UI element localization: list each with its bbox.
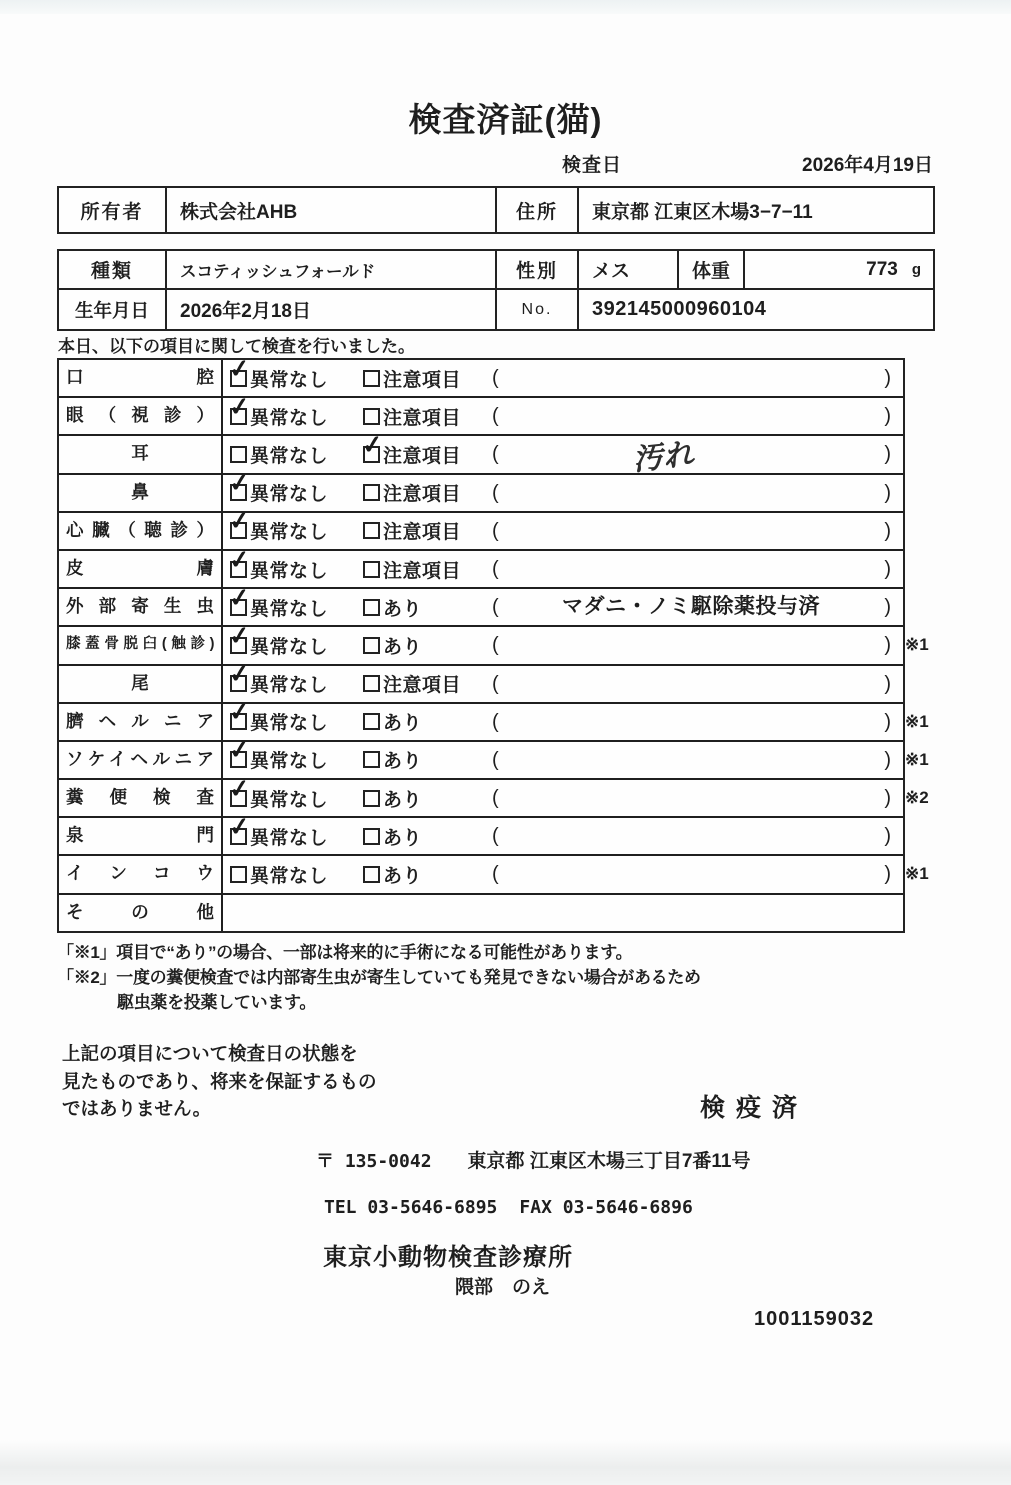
checklist-item-label: 口 腔	[59, 360, 223, 396]
checkbox-label: 異常なし	[250, 751, 329, 773]
clinic-tel-line	[324, 1197, 693, 1218]
checkbox-label: 異常なし	[250, 866, 329, 888]
sex-value: メス	[577, 251, 677, 288]
disclaimer-line3: ではありません。	[62, 1098, 212, 1119]
checkbox-label: 異常なし	[250, 636, 329, 658]
checkbox-icon	[227, 811, 252, 845]
checkbox-label: 異常なし	[250, 713, 329, 735]
checkbox-icon	[230, 866, 247, 883]
checkbox-option-caution	[363, 475, 461, 511]
no-label: No.	[495, 290, 577, 329]
checkbox-option-caution	[360, 429, 462, 472]
checklist-item-label: 泉 門	[59, 818, 223, 854]
checkbox-label: あり	[383, 827, 423, 849]
footnote-1: 「※1」項目で“あり”の場合、一部は将来的に手術になる可能性があります。	[57, 943, 633, 962]
paren-open: (	[492, 367, 499, 389]
footnote-2-line2: 駆虫薬を投薬しています。	[117, 993, 317, 1012]
checkbox-icon	[363, 484, 380, 501]
checkbox-label: 注意項目	[383, 369, 462, 391]
checklist-row-fecal-exam	[59, 773, 929, 818]
checkmark-icon: ✓	[227, 811, 252, 842]
checklist-row-external-parasites	[59, 582, 903, 627]
owner-table	[57, 186, 935, 234]
checkmark-icon: ✓	[227, 506, 252, 537]
disclaimer-line2: 見たものであり、将来を保証するもの	[62, 1070, 377, 1092]
checkbox-label: 注意項目	[383, 560, 462, 582]
checklist-row-options	[223, 811, 903, 854]
checkbox-icon	[227, 582, 252, 616]
paren-close: )	[884, 634, 891, 657]
footnote-mark: ※1	[905, 864, 929, 884]
clinic-address: 東京都 江東区木場三丁目7番11号	[467, 1151, 751, 1172]
checklist-item-label: 皮 膚	[59, 551, 223, 587]
checkbox-option-present	[363, 856, 422, 892]
paren-close: )	[884, 787, 891, 810]
scan-artifact-bottom	[0, 1440, 1011, 1485]
inspection-date-row	[57, 150, 935, 176]
checkbox-option-present	[363, 627, 422, 663]
paren-open: (	[492, 596, 499, 619]
paren-close: )	[884, 367, 891, 389]
checkbox-icon	[363, 408, 380, 425]
checkbox-icon	[363, 713, 380, 730]
checkbox-label: あり	[383, 713, 423, 735]
checklist-row-nose	[59, 468, 903, 513]
paren-open: (	[492, 787, 499, 810]
checkmark-icon: ✓	[227, 620, 252, 651]
checkbox-option-normal	[230, 856, 328, 892]
checklist-row-skin	[59, 544, 903, 589]
handwritten-note: 汚れ	[631, 438, 696, 478]
checklist-item-label: 膝蓋骨脱臼(触診)	[59, 627, 223, 663]
footnote-mark: ※2	[905, 788, 929, 808]
checkbox-option-present	[363, 780, 422, 816]
paren-close: )	[884, 519, 891, 542]
checkmark-icon: ✓	[227, 353, 252, 384]
checklist-row-options	[223, 353, 903, 396]
checkbox-icon	[363, 751, 380, 768]
sex-label: 性別	[495, 251, 577, 288]
checkbox-label: 注意項目	[383, 522, 462, 544]
footnote-2-line1: 「※2」一度の糞便検査では内部寄生虫が寄生していても発見できない場合があるため	[57, 968, 701, 987]
checkbox-icon	[230, 446, 247, 463]
checklist-intro-text: 本日、以下の項目に関して検査を行いました。	[58, 337, 415, 356]
checkbox-label: 注意項目	[383, 675, 462, 697]
paren-close: )	[884, 672, 891, 695]
checklist-row-inguinal-hernia	[59, 735, 929, 780]
checklist-row-inkou	[59, 856, 929, 894]
paren-open: (	[492, 443, 499, 466]
checkbox-option-normal	[227, 353, 329, 396]
paren-close: )	[884, 557, 891, 580]
checklist-row-options	[223, 773, 903, 816]
checklist-row-patella	[59, 620, 929, 665]
dob-value: 2026年2月18日	[165, 290, 495, 329]
weight-label: 体重	[677, 251, 743, 288]
checkbox-label: あり	[383, 598, 423, 620]
checklist-item-label: 鼻	[59, 475, 223, 511]
checkbox-option-normal	[230, 436, 328, 472]
checklist-row-tail	[59, 659, 903, 704]
checklist-item-label: そ の 他	[59, 895, 223, 931]
fax-number: FAX 03-5646-6896	[519, 1197, 693, 1218]
quarantine-stamp: 検疫済	[700, 1094, 809, 1122]
checklist-row-options	[223, 856, 903, 892]
checkbox-icon	[227, 697, 252, 730]
checkbox-option-present	[363, 704, 422, 740]
checklist-row-options	[223, 735, 903, 778]
checkbox-icon	[227, 735, 252, 768]
tel-number: TEL 03-5646-6895	[324, 1197, 498, 1218]
checkbox-label: 異常なし	[250, 598, 329, 620]
checkbox-option-normal	[227, 811, 329, 854]
checklist-item-label: 外 部 寄 生 虫	[59, 589, 223, 625]
checkbox-icon	[360, 429, 385, 463]
checklist-item-label: 耳	[59, 436, 223, 472]
footnote-2	[57, 965, 701, 1015]
scan-artifact-top	[0, 0, 1011, 14]
animal-info-table	[57, 249, 935, 331]
checkbox-label: あり	[383, 789, 423, 811]
paren-close: )	[884, 825, 891, 848]
checkbox-option-present	[363, 818, 422, 854]
disclaimer-text	[62, 1040, 377, 1123]
footnote-mark: ※1	[905, 749, 929, 769]
postal-code: 〒 135-0042	[316, 1151, 432, 1172]
checkbox-option-caution	[363, 666, 461, 702]
checkbox-label: 異常なし	[250, 789, 329, 811]
checkbox-label: 注意項目	[383, 407, 462, 429]
checkbox-option-present	[363, 742, 422, 778]
clinic-postal-line	[316, 1146, 750, 1173]
breed-value: スコティッシュフォールド	[165, 251, 495, 288]
checkbox-option-caution	[363, 513, 461, 549]
owner-label: 所有者	[80, 201, 144, 223]
checkbox-option-normal	[227, 659, 329, 702]
checklist-row-heart	[59, 506, 903, 551]
checklist-row-fontanelle	[59, 811, 903, 856]
paren-close: )	[884, 405, 891, 428]
weight-unit: g	[911, 261, 921, 278]
checkmark-icon: ✓	[227, 773, 252, 804]
checklist-row-options	[223, 429, 903, 478]
note-text: マダニ・ノミ駆除薬投与済	[562, 595, 820, 619]
checkmark-icon: ✓	[227, 468, 252, 499]
paren-close: )	[884, 443, 891, 466]
checkbox-icon	[227, 659, 252, 692]
checkbox-label: あり	[383, 751, 423, 773]
checkbox-icon	[227, 544, 252, 578]
checklist-item-label: ソケイヘルニア	[59, 742, 223, 778]
checklist-row-mouth	[59, 353, 903, 398]
paren-open: (	[492, 405, 499, 428]
checkbox-label: 異常なし	[250, 827, 329, 849]
checkmark-icon: ✓	[227, 735, 252, 766]
checkbox-icon	[227, 773, 252, 807]
checkmark-icon: ✓	[227, 582, 252, 613]
inspection-date-value: 2026年4月19日	[802, 155, 933, 176]
checkbox-option-caution	[363, 398, 461, 434]
checklist-row-umbilical-hernia	[59, 697, 929, 742]
checkbox-icon	[363, 637, 380, 654]
weight-value: 773	[866, 258, 898, 280]
paren-open: (	[492, 748, 499, 771]
checkbox-icon	[363, 675, 380, 692]
checkbox-icon	[363, 866, 380, 883]
checkmark-icon: ✓	[227, 544, 252, 575]
checklist-row-other	[59, 895, 903, 931]
checklist-item-label: 眼 （ 視 診 ）	[59, 398, 223, 434]
checkbox-option-normal	[227, 735, 329, 778]
checkbox-label: 異常なし	[250, 369, 329, 391]
checklist-item-label: 尾	[59, 666, 223, 702]
paren-open: (	[492, 672, 499, 695]
checklist-row-options	[223, 620, 903, 663]
checkmark-icon: ✓	[227, 391, 252, 422]
checkbox-label: 異常なし	[250, 522, 329, 544]
checklist-row-options	[223, 468, 903, 511]
address-value: 東京都 江東区木場3−7−11	[577, 188, 933, 232]
paren-open: (	[492, 519, 499, 542]
page-title: 検査済証(猫)	[408, 101, 603, 138]
checklist-row-options	[223, 659, 903, 702]
weight-value-cell	[743, 251, 933, 288]
checklist-table	[57, 353, 929, 933]
checkbox-icon	[363, 370, 380, 387]
checkbox-icon	[227, 620, 252, 654]
document-number: 1001159032	[754, 1308, 875, 1330]
examiner-name: 隈部 のえ	[455, 1277, 551, 1298]
checkbox-option-normal	[227, 544, 329, 587]
paren-open: (	[492, 634, 499, 657]
no-value: 392145000960104	[577, 290, 933, 329]
address-label: 住所	[495, 188, 577, 232]
paren-open: (	[492, 710, 499, 733]
checkbox-icon	[363, 828, 380, 845]
paren-close: )	[884, 748, 891, 771]
footnote-mark: ※1	[905, 711, 929, 731]
checkbox-label: 注意項目	[383, 484, 462, 506]
checkbox-label: あり	[383, 636, 423, 658]
checkbox-label: 異常なし	[250, 445, 329, 467]
checkbox-icon	[363, 522, 380, 539]
checkbox-label: 異常なし	[250, 560, 329, 582]
dob-label: 生年月日	[74, 299, 149, 321]
checkbox-option-caution	[363, 360, 461, 396]
owner-value: 株式会社AHB	[165, 188, 495, 232]
checkbox-option-normal	[227, 773, 329, 816]
checkbox-option-normal	[227, 506, 329, 549]
checkmark-icon: ✓	[227, 697, 252, 728]
paren-open: (	[492, 481, 499, 504]
checkbox-option-normal	[227, 582, 329, 625]
checklist-row-options	[223, 544, 903, 587]
checkbox-icon	[363, 790, 380, 807]
breed-label: 種類	[90, 261, 133, 282]
checkmark-icon: ✓	[227, 659, 252, 690]
checkbox-icon	[363, 561, 380, 578]
paren-open: (	[492, 825, 499, 848]
checkbox-label: 異常なし	[250, 407, 329, 429]
checklist-item-label: 糞 便 検 査	[59, 780, 223, 816]
checklist-item-label: 心 臓 （ 聴 診 ）	[59, 513, 223, 549]
checkbox-option-normal	[227, 620, 329, 663]
checkbox-icon	[227, 468, 252, 501]
checkbox-icon	[227, 391, 252, 425]
footnote-mark: ※1	[905, 635, 929, 655]
checklist-item-label: 臍 ヘ ル ニ ア	[59, 704, 223, 740]
checkbox-label: 注意項目	[383, 445, 462, 467]
checkbox-icon	[227, 353, 252, 387]
clinic-name: 東京小動物検査診療所	[323, 1244, 573, 1271]
inspection-date-label: 検査日	[562, 155, 623, 176]
checkbox-icon	[363, 599, 380, 616]
paren-close: )	[884, 481, 891, 504]
paren-open: (	[492, 863, 499, 886]
checklist-item-label: イ ン コ ウ	[59, 856, 223, 892]
checkbox-icon	[227, 506, 252, 539]
checkbox-label: 異常なし	[250, 484, 329, 506]
checkbox-option-caution	[363, 551, 461, 587]
checkbox-label: 異常なし	[250, 675, 329, 697]
paren-open: (	[492, 557, 499, 580]
checklist-row-ears	[59, 429, 903, 478]
disclaimer-line1: 上記の項目について検査日の状態を	[62, 1043, 358, 1064]
checkbox-option-present	[363, 589, 422, 625]
checklist-row-empty-cell	[223, 895, 903, 931]
checkmark-icon: ✓	[360, 429, 385, 461]
checklist-row-options	[223, 582, 903, 625]
checklist-row-options	[223, 697, 903, 740]
checklist-row-options	[223, 506, 903, 549]
checkbox-option-normal	[227, 391, 329, 434]
paren-close: )	[884, 863, 891, 886]
checkbox-label: あり	[383, 866, 423, 888]
paren-close: )	[884, 710, 891, 733]
paren-close: )	[884, 596, 891, 619]
